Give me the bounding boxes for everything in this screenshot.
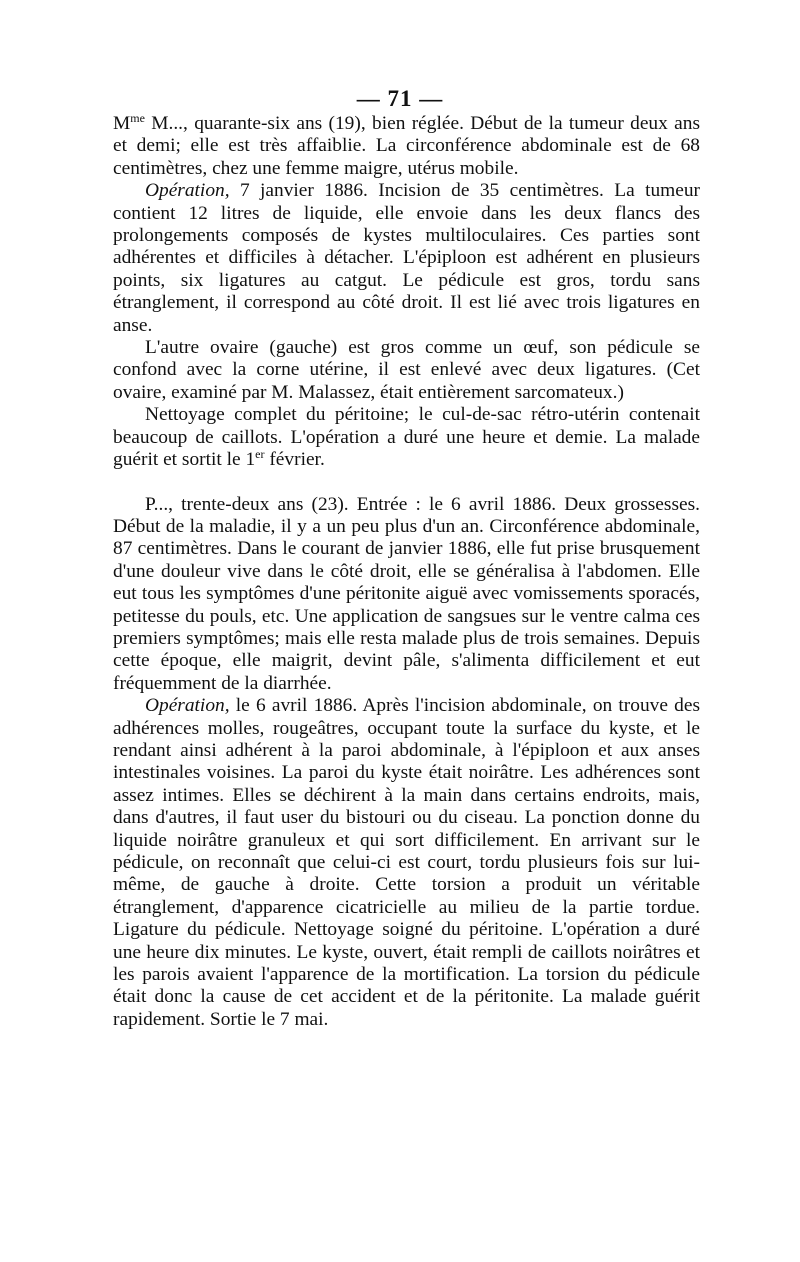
case-1-intro-paragraph [113, 113, 700, 180]
case-2-operation-text: le 6 avril 1886. Après l'incision abdominale, on trouve des adhérences molles, rougeâtres, occupant toute la surface du kyste, et le rendant ainsi adhérent à la paroi abdominale, à l'épiploon et aux anses intestinales voisines. La paroi du kyste était noirâtre. Les adhérences sont assez intimes. Elles se déchirent à la main dans certains endroits, mais, dans d'autres, il faut user du bistouri ou du ciseau. La ponction donne du liquide noirâtre granuleux et qui sort difficilement. En arrivant sur le pédicule, on reconnaît que celui-ci est court, tordu plusieurs fois sur lui-même, de gauche à droite. Cette torsion a produit un véritable étranglement, d'apparence cicatricielle au milieu de la partie tordue. Ligature du pédicule. Nettoyage soigné du péritoine. L'opération a duré une heure dix minutes. Le kyste, ouvert, était rempli de caillots noirâtres et les parois avaient l'apparence de la mortification. La torsion du pédicule était donc la cause de cet accident et de la péritonite. La malade guérit rapidement. Sortie le 7 mai. [113, 695, 700, 1030]
case-1-patient: M [113, 113, 131, 134]
case-1-cleanup-text: Nettoyage complet du péritoine; le cul-de-sac rétro-utérin contenait beaucoup de caillots. L'opération a duré une heure et demie. La malade guérit et sortit le 1 [113, 404, 700, 471]
page-number: — 71 — [356, 86, 444, 111]
case-2-intro-paragraph: P..., trente-deux ans (23). Entrée : le 6 avril 1886. Deux grossesses. Début de la maladie, il y a un peu plus d'un an. Circonférence abdominale, 87 centimètres. Dans le courant de janvier 1886, elle fut prise brusquement d'une douleur vive dans le côté droit, elle se généralisa à l'abdomen. Elle eut tous les symptômes d'une péritonite aiguë avec vomissements sporacés, petitesse du pouls, etc. Une application de sangsues sur le ventre calma ces premiers symptômes; mais elle resta malade plus de trois semaines. Depuis cette époque, elle maigrit, devint pâle, s'alimenta difficilement et eut fréquemment de la diarrhée. [113, 493, 700, 694]
case-2-operation-label: Opération, [145, 695, 230, 717]
case-1-cleanup-end: février. [264, 449, 325, 471]
case-1-intro-text: M..., quarante-six ans (19), bien réglée. Début de la tumeur deux ans et demi; elle est très affaiblie. La circonférence abdominale est de 68 centimètres, chez une femme maigre, utérus mobile. [113, 113, 700, 179]
case-1-cleanup-paragraph [113, 404, 700, 471]
case-1-patient-superscript: me [130, 111, 145, 125]
case-1-operation-label: Opération, [145, 180, 230, 202]
case-1-cleanup-superscript: er [255, 447, 265, 462]
case-2-operation-paragraph [113, 695, 700, 1031]
body-text [113, 113, 700, 1031]
case-1-operation-paragraph [113, 180, 700, 337]
case-1-ovary-paragraph: L'autre ovaire (gauche) est gros comme un œuf, son pédicule se confond avec la corne utérine, il est enlevé avec deux ligatures. (Cet ovaire, examiné par M. Malassez, était entièrement sarcomateux.) [113, 337, 700, 403]
case-1-operation-text: 7 janvier 1886. Incision de 35 centimètres. La tumeur contient 12 litres de liquide, elle envoie dans les deux flancs des prolongements composés de kystes multiloculaires. Ces parties sont adhérentes et difficiles à détacher. L'épiploon est adhérent en plusieurs points, six ligatures au catgut. Le pédicule est gros, tordu sans étranglement, il correspond au côté droit. Il est lié avec trois ligatures en anse. [113, 180, 700, 336]
